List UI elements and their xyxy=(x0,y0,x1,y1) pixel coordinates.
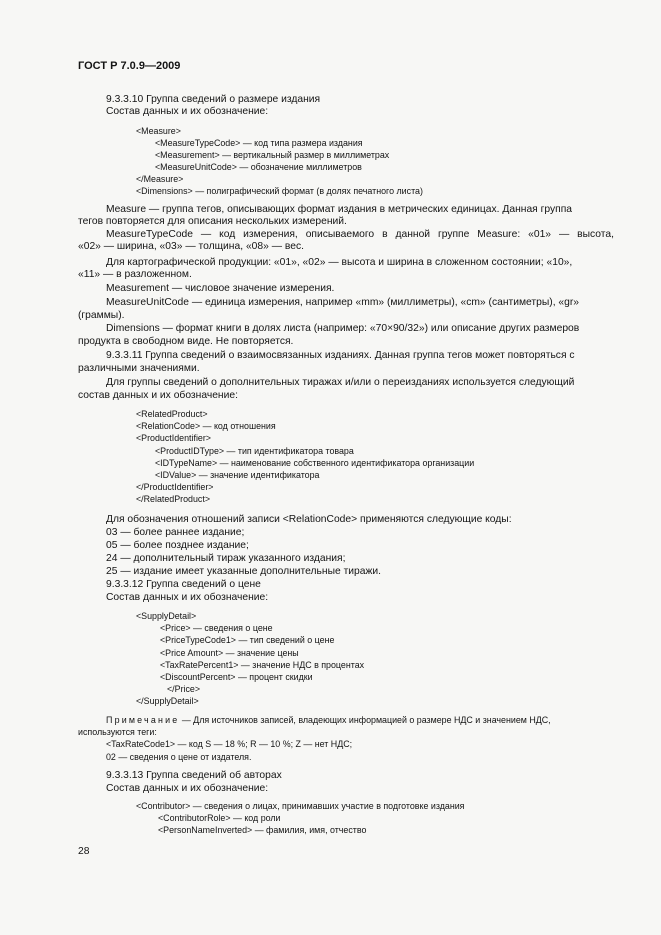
note-text-cont: используются теги: xyxy=(78,727,157,737)
paragraph-unitcode: MeasureUnitCode — единица измерения, например «mm» (миллиметры), «cm» (сантиметры), «gr» xyxy=(106,297,580,308)
section-11-title-cont: различными значениями. xyxy=(78,363,200,374)
code-line: <IDValue> — значение идентификатора xyxy=(155,470,320,480)
section-10-title: 9.3.3.10 Группа сведений о размере издания xyxy=(106,94,321,105)
paragraph-measure-cont: тегов повторяется для описания нескольких измерений. xyxy=(78,216,347,227)
paragraph-typecode: MeasureTypeCode — код измерения, описываемого в данной группе Measure: «01» — высота, xyxy=(106,229,614,240)
note-label: Примечание xyxy=(106,715,180,725)
code-line: <MeasureTypeCode> — код типа размера издания xyxy=(155,138,363,148)
paragraph-cartographic: Для картографической продукции: «01», «02» — высота и ширина в сложенном состоянии; «10», xyxy=(106,257,573,268)
code-line: <MeasureUnitCode> — обозначение миллиметров xyxy=(155,162,362,172)
code-line: </Measure> xyxy=(136,174,184,184)
paragraph-unitcode-cont: (граммы). xyxy=(78,310,125,321)
section-12-title: 9.3.3.12 Группа сведений о цене xyxy=(106,579,261,590)
code-line: <Measurement> — вертикальный размер в миллиметрах xyxy=(155,150,390,160)
code-line: <ProductIdentifier> xyxy=(136,433,211,443)
code-line: <PersonNameInverted> — фамилия, имя, отчество xyxy=(158,825,367,835)
note xyxy=(106,715,551,726)
code-line: <RelatedProduct> xyxy=(136,409,208,419)
paragraph-measurement: Measurement — числовое значение измерения. xyxy=(106,283,335,294)
code-line: <Dimensions> — полиграфический формат (в долях печатного листа) xyxy=(136,186,423,196)
section-11-title: 9.3.3.11 Группа сведений о взаимосвязанных изданиях. Данная группа тегов может повторяться с xyxy=(106,350,575,361)
section-13-intro: Состав данных и их обозначение: xyxy=(106,783,269,794)
code-line: </SupplyDetail> xyxy=(136,696,199,706)
code-line: <ProductIDType> — тип идентификатора товара xyxy=(155,446,354,456)
relation-code-item: 05 — более позднее издание; xyxy=(106,540,249,551)
code-line: </RelatedProduct> xyxy=(136,494,211,504)
note-line: 02 — сведения о цене от издателя. xyxy=(106,752,252,762)
document-header: ГОСТ Р 7.0.9—2009 xyxy=(78,60,181,72)
paragraph-dimensions: Dimensions — формат книги в долях листа (например: «70×90/32») или описание других размеров xyxy=(106,323,580,334)
code-line: <PriceTypeCode1> — тип сведений о цене xyxy=(160,635,335,645)
relation-code-item: 03 — более раннее издание; xyxy=(106,527,245,538)
paragraph-typecode-cont: «02» — ширина, «03» — толщина, «08» — вес. xyxy=(78,241,304,252)
code-line: <TaxRatePercent1> — значение НДС в процентах xyxy=(160,660,365,670)
code-line: <Price Amount> — значение цены xyxy=(160,648,299,658)
paragraph-cartographic-cont: «11» — в разложенном. xyxy=(78,269,192,280)
code-line: <Measure> xyxy=(136,126,181,136)
section-12-intro: Состав данных и их обозначение: xyxy=(106,592,269,603)
section-10-intro: Состав данных и их обозначение: xyxy=(106,106,269,117)
code-line: <Contributor> — сведения о лицах, принимавших участие в подготовке издания xyxy=(136,801,465,811)
relation-codes-intro: Для обозначения отношений записи <RelationCode> применяются следующие коды: xyxy=(106,514,512,525)
section-11-intro: Для группы сведений о дополнительных тиражах и/или о переизданиях используется следующий xyxy=(106,377,575,388)
section-11-intro-cont: состав данных и их обозначение: xyxy=(78,390,238,401)
code-line: <SupplyDetail> xyxy=(136,611,197,621)
code-line: <Price> — сведения о цене xyxy=(160,623,273,633)
code-line: <IDTypeName> — наименование собственного идентификатора организации xyxy=(155,458,475,468)
code-line: <RelationCode> — код отношения xyxy=(136,421,276,431)
note-text: — Для источников записей, владеющих информацией о размере НДС и значением НДС, xyxy=(181,715,551,725)
relation-code-item: 25 — издание имеет указанные дополнительные тиражи. xyxy=(106,566,382,577)
section-13-title: 9.3.3.13 Группа сведений об авторах xyxy=(106,770,282,781)
code-line: <DiscountPercent> — процент скидки xyxy=(160,672,313,682)
code-line: </ProductIdentifier> xyxy=(136,482,214,492)
page-number: 28 xyxy=(78,846,90,857)
note-line: <TaxRateCode1> — код S — 18 %; R — 10 %; Z — нет НДС; xyxy=(106,739,353,749)
code-line: <ContributorRole> — код роли xyxy=(158,813,281,823)
relation-code-item: 24 — дополнительный тираж указанного издания; xyxy=(106,553,346,564)
paragraph-dimensions-cont: продукта в свободном виде. Не повторяется. xyxy=(78,336,294,347)
paragraph-measure: Measure — группа тегов, описывающих формат издания в метрических единицах. Данная группа xyxy=(106,204,573,215)
code-line: </Price> xyxy=(167,684,201,694)
